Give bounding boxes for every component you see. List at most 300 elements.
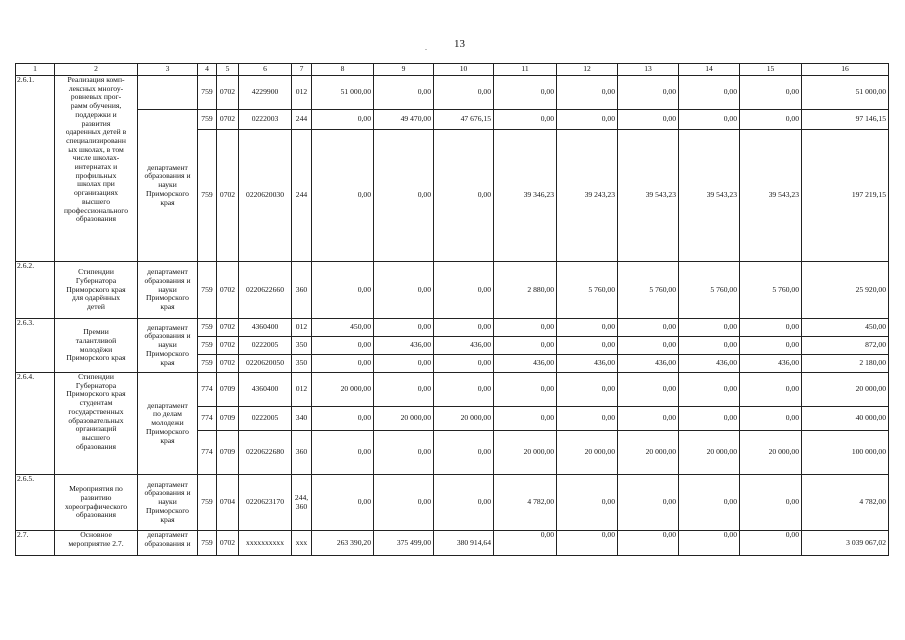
value-cell bbox=[217, 262, 239, 319]
value-cell-text: 0709 bbox=[219, 447, 236, 457]
value-cell-text: 436,00 bbox=[470, 340, 491, 350]
value-cell-text: 39 346,23 bbox=[523, 190, 554, 200]
value-cell-text: 0,00 bbox=[357, 190, 371, 200]
value-cell bbox=[434, 373, 494, 407]
value-cell-text: 0,00 bbox=[723, 340, 737, 350]
value-cell-text: 0,00 bbox=[785, 413, 799, 423]
value-cell bbox=[292, 130, 312, 262]
value-cell bbox=[802, 531, 889, 556]
executor-text: департамент образования и науки Приморского края bbox=[144, 162, 191, 207]
value-cell-text: xxxxxxxxxx bbox=[246, 537, 284, 547]
value-cell bbox=[374, 373, 434, 407]
value-cell bbox=[292, 475, 312, 531]
value-cell bbox=[557, 407, 618, 431]
value-cell-text: 0,00 bbox=[417, 190, 431, 200]
value-cell bbox=[740, 130, 802, 262]
value-cell-text: 0,00 bbox=[785, 87, 799, 97]
item-name-text: Стипендии Губернатора Приморского края для одарённых детей bbox=[66, 267, 126, 312]
value-cell-text: 0702 bbox=[219, 322, 236, 332]
value-cell bbox=[679, 130, 740, 262]
value-cell-text: 0,00 bbox=[357, 358, 371, 368]
value-cell-text: 0,00 bbox=[723, 530, 737, 539]
value-cell bbox=[292, 110, 312, 130]
item-name bbox=[55, 319, 138, 373]
value-cell-text: xxx bbox=[295, 537, 308, 547]
value-cell-text: 0,00 bbox=[540, 322, 554, 332]
value-cell-text: 263 390,20 bbox=[336, 537, 371, 547]
value-cell bbox=[374, 475, 434, 531]
item-number bbox=[16, 475, 55, 531]
value-cell bbox=[292, 373, 312, 407]
value-cell-text: 0702 bbox=[219, 537, 236, 547]
header-cell: 7 bbox=[292, 64, 312, 76]
value-cell-text: 360 bbox=[295, 284, 308, 294]
item-name-text: Основное мероприятие 2.7. bbox=[68, 530, 124, 548]
value-cell bbox=[740, 475, 802, 531]
value-cell-text: 0,00 bbox=[357, 447, 371, 457]
value-cell-text: 0702 bbox=[219, 340, 236, 350]
value-cell-text: 0,00 bbox=[477, 358, 491, 368]
value-cell-text: 0,00 bbox=[723, 413, 737, 423]
table-row bbox=[16, 531, 889, 556]
value-cell-text: 0,00 bbox=[477, 447, 491, 457]
value-cell bbox=[740, 262, 802, 319]
executor-text: департамент образования и науки Приморского края bbox=[144, 322, 191, 367]
value-cell-text: 0,00 bbox=[601, 114, 615, 124]
item-number bbox=[16, 262, 55, 319]
item-name bbox=[55, 475, 138, 531]
value-cell-text: 0709 bbox=[219, 413, 236, 423]
value-cell-text: 0,00 bbox=[540, 413, 554, 423]
value-cell-text: 0702 bbox=[219, 87, 236, 97]
value-cell bbox=[217, 130, 239, 262]
header-cell: 9 bbox=[374, 64, 434, 76]
stray-mark: . bbox=[425, 43, 427, 52]
value-cell-text: 872,00 bbox=[865, 340, 886, 350]
value-cell-text: 0220620050 bbox=[246, 358, 284, 368]
value-cell-text: 3 039 067,02 bbox=[846, 537, 886, 547]
value-cell-text: 774 bbox=[201, 447, 213, 457]
table-row bbox=[16, 475, 889, 531]
value-cell bbox=[217, 373, 239, 407]
header-cell: 4 bbox=[198, 64, 217, 76]
value-cell bbox=[239, 531, 292, 556]
header-cell: 13 bbox=[618, 64, 679, 76]
value-cell bbox=[434, 110, 494, 130]
value-cell bbox=[239, 76, 292, 110]
item-name bbox=[55, 531, 138, 556]
value-cell-text: 100 000,00 bbox=[851, 447, 886, 457]
value-cell-text: 5 760,00 bbox=[772, 284, 799, 294]
table-row bbox=[16, 76, 889, 110]
value-cell bbox=[239, 475, 292, 531]
value-cell bbox=[239, 262, 292, 319]
value-cell-text: 0702 bbox=[219, 190, 236, 200]
value-cell bbox=[679, 76, 740, 110]
value-cell-text: 0,00 bbox=[417, 447, 431, 457]
value-cell-text: 0702 bbox=[219, 358, 236, 368]
value-cell bbox=[217, 337, 239, 355]
value-cell bbox=[740, 407, 802, 431]
value-cell bbox=[679, 373, 740, 407]
value-cell-text: 51 000,00 bbox=[340, 87, 371, 97]
value-cell-text: 759 bbox=[201, 87, 213, 97]
header-cell: 10 bbox=[434, 64, 494, 76]
value-cell-text: 0709 bbox=[219, 384, 236, 394]
value-cell-text: 4 782,00 bbox=[859, 497, 886, 507]
value-cell bbox=[374, 431, 434, 475]
value-cell-text: 450,00 bbox=[865, 322, 886, 332]
value-cell-text: 4360400 bbox=[251, 322, 279, 332]
value-cell-text: 0220620030 bbox=[246, 190, 284, 200]
value-cell bbox=[679, 319, 740, 337]
value-cell bbox=[198, 373, 217, 407]
header-cell: 1 bbox=[16, 64, 55, 76]
value-cell bbox=[312, 355, 374, 373]
value-cell-text: 25 920,00 bbox=[855, 284, 886, 294]
value-cell-text: 759 bbox=[201, 497, 213, 507]
value-cell-text: 436,00 bbox=[716, 358, 737, 368]
value-cell bbox=[618, 431, 679, 475]
value-cell-text: 244 bbox=[295, 190, 308, 200]
value-cell-text: 759 bbox=[201, 190, 213, 200]
value-cell-text: 0704 bbox=[219, 497, 236, 507]
value-cell bbox=[292, 407, 312, 431]
budget-table bbox=[15, 63, 889, 556]
value-cell-text: 0702 bbox=[219, 284, 236, 294]
value-cell-text: 350 bbox=[295, 340, 308, 350]
table-row bbox=[16, 262, 889, 319]
value-cell-text: 0,00 bbox=[477, 87, 491, 97]
value-cell bbox=[557, 475, 618, 531]
value-cell-text: 0,00 bbox=[662, 384, 676, 394]
item-number-text: 2.7. bbox=[17, 530, 29, 539]
item-name bbox=[55, 373, 138, 475]
value-cell bbox=[217, 431, 239, 475]
value-cell-text: 759 bbox=[201, 284, 213, 294]
value-cell-text: 012 bbox=[295, 87, 308, 97]
value-cell-text: 47 676,15 bbox=[460, 114, 491, 124]
value-cell-text: 0,00 bbox=[417, 497, 431, 507]
value-cell bbox=[802, 373, 889, 407]
value-cell bbox=[217, 475, 239, 531]
item-number bbox=[16, 531, 55, 556]
value-cell bbox=[198, 475, 217, 531]
value-cell bbox=[494, 319, 557, 337]
header-cell: 3 bbox=[138, 64, 198, 76]
value-cell-text: 0,00 bbox=[662, 114, 676, 124]
value-cell bbox=[802, 337, 889, 355]
value-cell-text: 0,00 bbox=[540, 340, 554, 350]
value-cell bbox=[740, 531, 802, 556]
header-cell: 15 bbox=[740, 64, 802, 76]
value-cell bbox=[434, 355, 494, 373]
value-cell-text: 0,00 bbox=[785, 340, 799, 350]
value-cell bbox=[434, 531, 494, 556]
value-cell bbox=[802, 110, 889, 130]
value-cell bbox=[494, 373, 557, 407]
value-cell-text: 436,00 bbox=[778, 358, 799, 368]
value-cell-text: 0,00 bbox=[662, 497, 676, 507]
value-cell bbox=[292, 337, 312, 355]
executor-text: департамент по делам молодежи Приморского края bbox=[146, 400, 189, 445]
value-cell bbox=[312, 319, 374, 337]
value-cell bbox=[557, 110, 618, 130]
value-cell bbox=[679, 407, 740, 431]
value-cell bbox=[198, 531, 217, 556]
value-cell-text: 0220623170 bbox=[246, 497, 284, 507]
value-cell bbox=[239, 407, 292, 431]
value-cell-text: 759 bbox=[201, 358, 213, 368]
value-cell bbox=[679, 262, 740, 319]
value-cell-text: 774 bbox=[201, 413, 213, 423]
value-cell bbox=[374, 355, 434, 373]
value-cell bbox=[292, 262, 312, 319]
value-cell bbox=[557, 337, 618, 355]
value-cell-text: 39 543,23 bbox=[645, 190, 676, 200]
value-cell-text: 0,00 bbox=[601, 384, 615, 394]
header-cell: 6 bbox=[239, 64, 292, 76]
value-cell bbox=[494, 407, 557, 431]
value-cell bbox=[618, 475, 679, 531]
value-cell bbox=[802, 407, 889, 431]
value-cell bbox=[434, 337, 494, 355]
value-cell-text: 0,00 bbox=[540, 114, 554, 124]
value-cell bbox=[312, 431, 374, 475]
value-cell bbox=[557, 319, 618, 337]
value-cell bbox=[494, 262, 557, 319]
executor-text: департамент образования и науки Приморского края bbox=[144, 267, 191, 312]
value-cell-text: 0,00 bbox=[723, 322, 737, 332]
value-cell-text: 0,00 bbox=[417, 322, 431, 332]
value-cell bbox=[374, 337, 434, 355]
value-cell-text: 0,00 bbox=[601, 530, 615, 539]
value-cell bbox=[312, 531, 374, 556]
value-cell-text: 244 bbox=[295, 114, 308, 124]
value-cell-text: 0,00 bbox=[785, 384, 799, 394]
item-name-text: Стипендии Губернатора Приморского края студентам государственных образовательных организаций высшего образования bbox=[66, 372, 126, 451]
value-cell-text: 012 bbox=[295, 322, 308, 332]
value-cell bbox=[557, 76, 618, 110]
value-cell-text: 20 000,00 bbox=[460, 413, 491, 423]
value-cell-text: 0,00 bbox=[662, 413, 676, 423]
value-cell bbox=[217, 110, 239, 130]
header-cell: 16 bbox=[802, 64, 889, 76]
executor-blank bbox=[138, 76, 198, 110]
value-cell-text: 350 bbox=[295, 358, 308, 368]
value-cell bbox=[217, 531, 239, 556]
value-cell-text: 436,00 bbox=[594, 358, 615, 368]
value-cell-text: 97 146,15 bbox=[855, 114, 886, 124]
value-cell-text: 0,00 bbox=[601, 87, 615, 97]
value-cell bbox=[374, 531, 434, 556]
value-cell bbox=[557, 431, 618, 475]
header-cell: 2 bbox=[55, 64, 138, 76]
value-cell bbox=[217, 319, 239, 337]
value-cell bbox=[618, 76, 679, 110]
value-cell bbox=[740, 431, 802, 475]
value-cell-text: 774 bbox=[201, 384, 213, 394]
value-cell-text: 5 760,00 bbox=[649, 284, 676, 294]
value-cell bbox=[217, 76, 239, 110]
value-cell-text: 39 543,23 bbox=[768, 190, 799, 200]
item-number-text: 2.6.5. bbox=[17, 474, 35, 483]
value-cell-text: 2 880,00 bbox=[527, 284, 554, 294]
value-cell-text: 0222003 bbox=[251, 114, 279, 124]
value-cell-text: 0220622680 bbox=[246, 447, 284, 457]
value-cell-text: 20 000,00 bbox=[645, 447, 676, 457]
value-cell-text: 436,00 bbox=[533, 358, 554, 368]
executor bbox=[138, 373, 198, 475]
value-cell-text: 0,00 bbox=[785, 530, 799, 539]
value-cell-text: 0,00 bbox=[785, 497, 799, 507]
value-cell-text: 4229900 bbox=[251, 87, 279, 97]
value-cell bbox=[618, 407, 679, 431]
value-cell bbox=[292, 431, 312, 475]
table-row bbox=[16, 319, 889, 337]
item-number-text: 2.6.4. bbox=[17, 372, 35, 381]
value-cell bbox=[312, 337, 374, 355]
value-cell-text: 20 000,00 bbox=[340, 384, 371, 394]
value-cell-text: 40 000,00 bbox=[855, 413, 886, 423]
value-cell-text: 0,00 bbox=[477, 384, 491, 394]
value-cell bbox=[740, 355, 802, 373]
value-cell-text: 0,00 bbox=[723, 384, 737, 394]
value-cell bbox=[740, 373, 802, 407]
value-cell bbox=[679, 475, 740, 531]
value-cell bbox=[217, 355, 239, 373]
executor-text: департамент образования и науки Приморского края bbox=[144, 479, 191, 524]
value-cell-text: 380 914,64 bbox=[456, 537, 491, 547]
value-cell-text: 0,00 bbox=[357, 114, 371, 124]
value-cell bbox=[557, 262, 618, 319]
value-cell bbox=[374, 262, 434, 319]
value-cell bbox=[618, 531, 679, 556]
value-cell bbox=[239, 337, 292, 355]
value-cell bbox=[434, 76, 494, 110]
value-cell-text: 20 000,00 bbox=[768, 447, 799, 457]
value-cell bbox=[679, 337, 740, 355]
value-cell bbox=[802, 262, 889, 319]
value-cell-text: 0,00 bbox=[417, 384, 431, 394]
item-name bbox=[55, 262, 138, 319]
value-cell bbox=[618, 373, 679, 407]
value-cell-text: 340 bbox=[295, 413, 308, 423]
value-cell bbox=[198, 407, 217, 431]
value-cell bbox=[802, 431, 889, 475]
executor bbox=[138, 475, 198, 531]
value-cell-text: 0222005 bbox=[251, 340, 279, 350]
value-cell-text: 012 bbox=[295, 384, 308, 394]
value-cell-text: 0,00 bbox=[357, 284, 371, 294]
value-cell bbox=[802, 130, 889, 262]
value-cell-text: 51 000,00 bbox=[855, 87, 886, 97]
value-cell-text: 0,00 bbox=[540, 384, 554, 394]
value-cell bbox=[434, 130, 494, 262]
item-number-text: 2.6.1. bbox=[17, 75, 35, 84]
value-cell bbox=[740, 319, 802, 337]
value-cell bbox=[618, 319, 679, 337]
value-cell-text: 759 bbox=[201, 340, 213, 350]
value-cell-text: 20 000,00 bbox=[855, 384, 886, 394]
value-cell-text: 375 499,00 bbox=[396, 537, 431, 547]
value-cell-text: 0,00 bbox=[357, 340, 371, 350]
header-cell: 11 bbox=[494, 64, 557, 76]
value-cell bbox=[434, 262, 494, 319]
value-cell bbox=[802, 319, 889, 337]
value-cell bbox=[802, 76, 889, 110]
value-cell bbox=[374, 407, 434, 431]
value-cell bbox=[198, 262, 217, 319]
value-cell-text: 0,00 bbox=[601, 497, 615, 507]
value-cell-text: 20 000,00 bbox=[400, 413, 431, 423]
value-cell bbox=[434, 431, 494, 475]
value-cell-text: 759 bbox=[201, 114, 213, 124]
value-cell bbox=[494, 110, 557, 130]
value-cell bbox=[679, 531, 740, 556]
item-number-text: 2.6.2. bbox=[17, 261, 35, 270]
header-cell: 14 bbox=[679, 64, 740, 76]
value-cell-text: 0702 bbox=[219, 114, 236, 124]
item-number bbox=[16, 319, 55, 373]
value-cell bbox=[679, 355, 740, 373]
value-cell bbox=[198, 431, 217, 475]
value-cell-text: 0,00 bbox=[477, 322, 491, 332]
value-cell bbox=[434, 319, 494, 337]
header-cell: 12 bbox=[557, 64, 618, 76]
item-name-text: Мероприятия по развитию хореографического образования bbox=[64, 484, 128, 520]
value-cell-text: 197 219,15 bbox=[851, 190, 886, 200]
item-name-text: Премии талантливой молодёжи Приморского края bbox=[66, 327, 126, 363]
value-cell bbox=[198, 337, 217, 355]
value-cell-text: 450,00 bbox=[350, 322, 371, 332]
value-cell bbox=[494, 130, 557, 262]
value-cell-text: 20 000,00 bbox=[706, 447, 737, 457]
value-cell bbox=[679, 431, 740, 475]
value-cell-text: 5 760,00 bbox=[710, 284, 737, 294]
value-cell bbox=[740, 110, 802, 130]
value-cell bbox=[434, 407, 494, 431]
value-cell-text: 244, 360 bbox=[294, 492, 309, 511]
executor bbox=[138, 319, 198, 373]
value-cell bbox=[494, 337, 557, 355]
value-cell bbox=[312, 110, 374, 130]
value-cell bbox=[198, 319, 217, 337]
value-cell-text: 0,00 bbox=[601, 340, 615, 350]
value-cell bbox=[198, 130, 217, 262]
value-cell-text: 0,00 bbox=[357, 413, 371, 423]
value-cell-text: 0,00 bbox=[723, 87, 737, 97]
value-cell bbox=[374, 319, 434, 337]
value-cell bbox=[312, 475, 374, 531]
value-cell bbox=[374, 110, 434, 130]
value-cell bbox=[374, 76, 434, 110]
value-cell-text: 0,00 bbox=[662, 87, 676, 97]
table-row bbox=[16, 373, 889, 407]
value-cell bbox=[494, 475, 557, 531]
value-cell bbox=[217, 407, 239, 431]
value-cell-text: 0,00 bbox=[357, 497, 371, 507]
page-number: 13 bbox=[454, 38, 465, 50]
value-cell bbox=[618, 355, 679, 373]
value-cell bbox=[312, 76, 374, 110]
value-cell-text: 0220622660 bbox=[246, 284, 284, 294]
value-cell-text: 20 000,00 bbox=[584, 447, 615, 457]
value-cell bbox=[198, 76, 217, 110]
value-cell bbox=[239, 431, 292, 475]
value-cell bbox=[239, 110, 292, 130]
value-cell-text: 0,00 bbox=[785, 322, 799, 332]
